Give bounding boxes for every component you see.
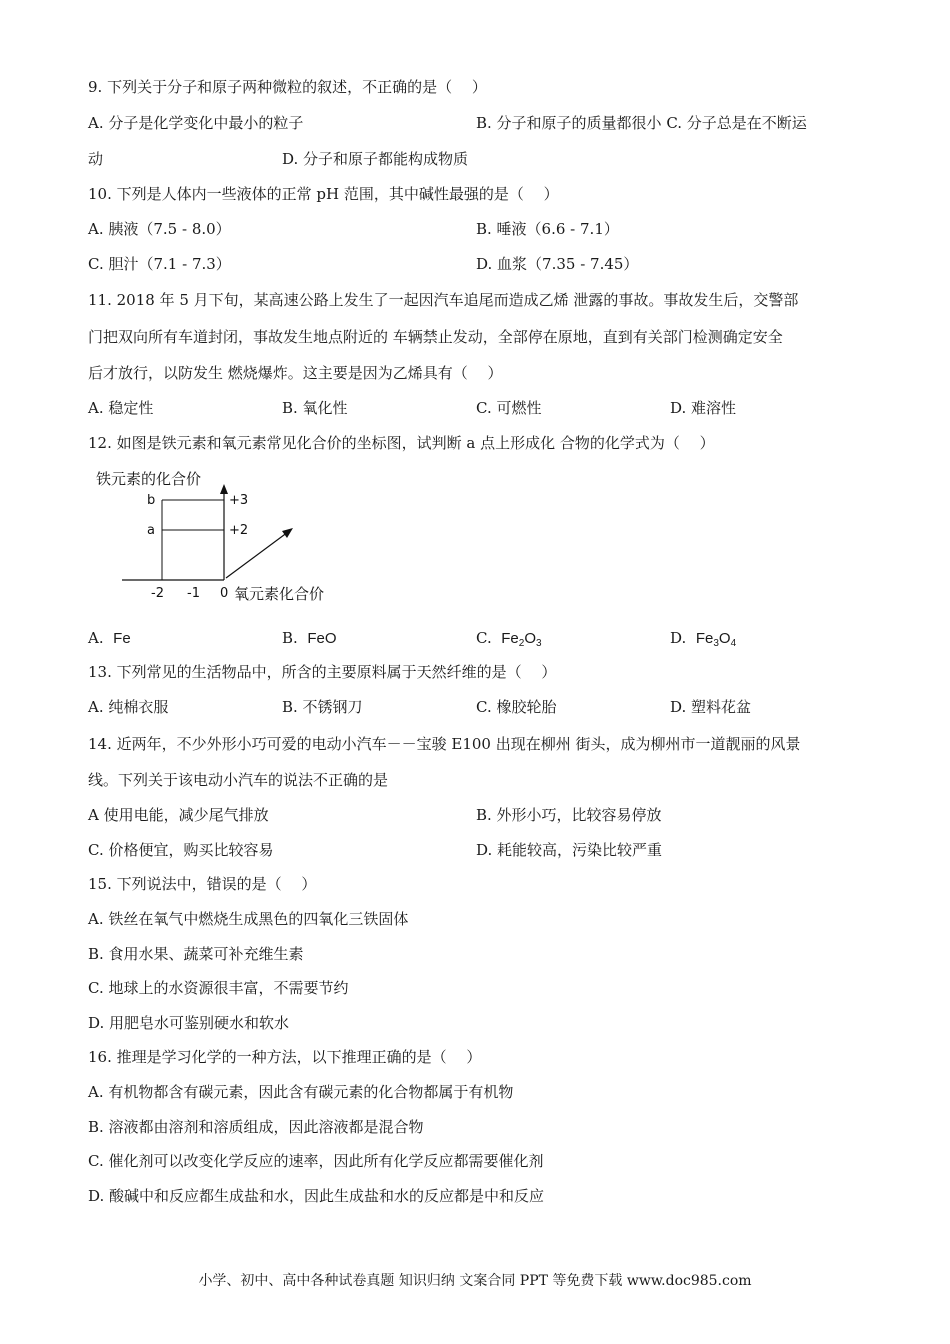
q14-stem-line1: 14. 近两年，不少外形小巧可爱的电动小汽车－－宝骏 E100 出现在柳州 街头，成为柳州市一道靓丽的风景 <box>88 735 801 753</box>
formula-fe2o3: $Fe_2O_3$ <box>501 630 542 649</box>
label-a: a <box>147 523 155 538</box>
q12-stem: 12. 如图是铁元素和氧元素常见化合价的坐标图，试判断 a 点上形成化 合物的化学式为（ ） <box>88 434 715 452</box>
q15-option-a: A. 铁丝在氧气中燃烧生成黑色的四氧化三铁固体 <box>88 910 409 928</box>
q11-option-a: A. 稳定性 <box>88 399 154 417</box>
q14-stem-line2: 线。下列关于该电动小汽车的说法不正确的是 <box>88 771 389 789</box>
tick-minus2: -2 <box>151 586 164 601</box>
q11-option-c: C. 可燃性 <box>476 399 542 417</box>
label-plus2: +2 <box>229 523 249 538</box>
q16-option-d: D. 酸碱中和反应都生成盐和水，因此生成盐和水的反应都是中和反应 <box>88 1187 545 1205</box>
q10-option-c: C. 胆汁（7.1 - 7.3） <box>88 255 231 273</box>
q13-option-b: B. 不锈钢刀 <box>282 698 363 716</box>
tick-minus1: -1 <box>187 586 200 601</box>
q11-stem-line3: 后才放行，以防发生 燃烧爆炸。这主要是因为乙烯具有（ ） <box>88 364 503 382</box>
formula-feo: FeO <box>307 630 337 647</box>
label-plus3: +3 <box>229 493 249 508</box>
tick-0: 0 <box>220 586 229 601</box>
q15-stem: 15. 下列说法中，错误的是（ ） <box>88 875 317 893</box>
formula-fe3o4: $Fe_3O_4$ <box>695 630 737 649</box>
q9-option-d: D. 分子和原子都能构成物质 <box>282 150 469 168</box>
q10-option-b: B. 唾液（6.6 - 7.1） <box>476 220 619 238</box>
formula-fe: Fe <box>113 630 131 647</box>
q15-option-c: C. 地球上的水资源很丰富，不需要节约 <box>88 979 349 997</box>
diagonal-arrow-head <box>282 528 293 538</box>
label-b: b <box>147 493 156 508</box>
y-axis-title: 铁元素的化合价 <box>96 470 202 488</box>
q11-option-b: B. 氧化性 <box>282 399 348 417</box>
q13-stem: 13. 下列常见的生活物品中，所含的主要原料属于天然纤维的是（ ） <box>88 663 557 681</box>
diagonal-arrow-line <box>226 532 288 578</box>
q9-option-c-cont: 动 <box>88 150 104 168</box>
y-axis-arrow <box>220 484 228 494</box>
q16-option-c: C. 催化剂可以改变化学反应的速率，因此所有化学反应都需要催化剂 <box>88 1152 544 1170</box>
page-footer: 小学、初中、高中各种试卷真题 知识归纳 文案合同 PPT 等免费下载 www.doc985.com <box>198 1273 752 1289</box>
q13-option-a: A. 纯棉衣服 <box>88 698 169 716</box>
q13-option-d: D. 塑料花盆 <box>670 698 752 716</box>
q10-option-d: D. 血浆（7.35 - 7.45） <box>476 255 639 273</box>
q16-stem: 16. 推理是学习化学的一种方法，以下推理正确的是（ ） <box>88 1048 482 1066</box>
q11-option-d: D. 难溶性 <box>670 399 737 417</box>
q14-option-c: C. 价格便宜，购买比较容易 <box>88 841 274 859</box>
q12-option-d: D. $Fe_3O_4$ <box>670 629 737 649</box>
q12-option-b: B. FeO <box>282 629 337 647</box>
q14-option-d: D. 耗能较高，污染比较严重 <box>476 841 663 859</box>
q10-stem: 10. 下列是人体内一些液体的正常 pH 范围，其中碱性最强的是（ ） <box>88 185 559 203</box>
q9-option-b: B. 分子和原子的质量都很小 C. 分子总是在不断运 <box>476 114 807 132</box>
q9-stem: 9. 下列关于分子和原子两种微粒的叙述，不正确的是（ ） <box>88 78 487 96</box>
valence-diagram <box>92 462 352 612</box>
q10-option-a: A. 胰液（7.5 - 8.0） <box>88 220 231 238</box>
q12-option-c: C. $Fe_2O_3$ <box>476 629 542 649</box>
q13-option-c: C. 橡胶轮胎 <box>476 698 557 716</box>
q14-option-a: A 使用电能，减少尾气排放 <box>88 806 269 824</box>
q15-option-b: B. 食用水果、蔬菜可补充维生素 <box>88 945 304 963</box>
q11-stem-line2: 门把双向所有车道封闭，事故发生地点附近的 车辆禁止发动，全部停在原地，直到有关部门检测确定安全 <box>88 328 783 346</box>
q16-option-a: A. 有机物都含有碳元素，因此含有碳元素的化合物都属于有机物 <box>88 1083 514 1101</box>
q11-stem-line1: 11. 2018 年 5 月下旬，某高速公路上发生了一起因汽车追尾而造成乙烯 泄露的事故。事故发生后，交警部 <box>88 291 799 309</box>
q9-option-a: A. 分子是化学变化中最小的粒子 <box>88 114 304 132</box>
x-axis-title: 氧元素化合价 <box>234 585 325 603</box>
q14-option-b: B. 外形小巧，比较容易停放 <box>476 806 662 824</box>
q15-option-d: D. 用肥皂水可鉴别硬水和软水 <box>88 1014 290 1032</box>
q16-option-b: B. 溶液都由溶剂和溶质组成，因此溶液都是混合物 <box>88 1118 424 1136</box>
q12-option-a: A. Fe <box>88 629 131 647</box>
